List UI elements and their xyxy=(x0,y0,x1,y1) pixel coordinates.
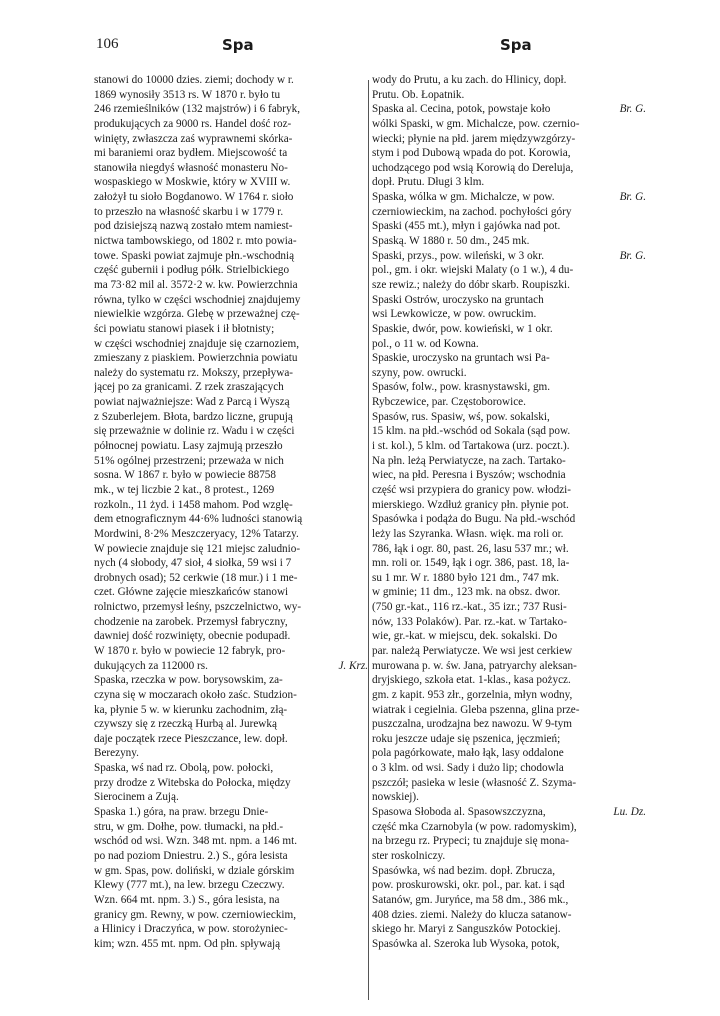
line-text: to przeszło na własność skarbu i w 1779 r. xyxy=(94,205,284,218)
page-header xyxy=(96,36,684,58)
line-text: kim; wzn. 455 mt. npm. Od płn. spływają xyxy=(94,937,281,950)
line-text: stanowi do 10000 dzies. ziemi; dochody w r. xyxy=(94,74,294,86)
line-text: pol., gm. i okr. wiejski Malaty (o 1 w.), 4 du- xyxy=(372,264,574,277)
line-text: sosna. W 1867 r. było w powiecie 88758 xyxy=(94,469,276,482)
line-text: czerniowieckim, na zachod. pochyłości góry xyxy=(372,205,572,218)
line-text: z Szuberlejem. Błota, bardzo liczne, grupują xyxy=(94,410,293,423)
text-line xyxy=(94,615,372,630)
text-line xyxy=(94,834,372,849)
text-line xyxy=(94,629,372,644)
text-line xyxy=(372,717,650,732)
text-line xyxy=(94,600,372,615)
page-number: 106 xyxy=(96,36,119,52)
text-line xyxy=(372,454,650,469)
text-line xyxy=(94,366,372,381)
line-text: wospaskiego w Moskwie, który w XVIII w. xyxy=(94,176,291,189)
text-line xyxy=(372,175,650,190)
text-line xyxy=(94,761,372,776)
text-line xyxy=(94,878,372,893)
text-line xyxy=(372,263,650,278)
text-line xyxy=(372,424,650,439)
line-text: Satanów, gm. Juryńce, ma 58 dm., 386 mk., xyxy=(372,893,569,906)
text-line xyxy=(94,263,372,278)
text-line xyxy=(94,380,372,395)
text-line xyxy=(372,337,650,352)
line-text: Spasów, rus. Spasiw, wś, pow. sokalski, xyxy=(372,410,550,423)
text-line xyxy=(94,542,372,557)
text-line xyxy=(372,746,650,761)
text-line xyxy=(94,454,372,469)
text-line xyxy=(94,88,372,103)
line-text: 408 dzies. ziemi. Należy do klucza satanow- xyxy=(372,908,572,921)
text-line xyxy=(94,805,372,820)
column-divider xyxy=(368,80,369,1000)
text-line xyxy=(94,512,372,527)
line-text: pszczół; pasieka w lesie (własność Z. Szyma- xyxy=(372,776,577,789)
right-text-column xyxy=(372,73,650,951)
line-text: powiat najważniejsze: Wad z Parcą i Wyszą xyxy=(94,396,290,409)
line-text: na brzegu rz. Prypeci; tu znajduje się mona- xyxy=(372,835,569,848)
line-text: wschód od wsi. Wzn. 348 mt. npm. a 146 mt. xyxy=(94,835,298,848)
text-line xyxy=(94,322,372,337)
line-text: dopł. Prutu. Długi 3 klm. xyxy=(372,176,485,189)
line-text: szyny, pow. owrucki. xyxy=(372,366,467,379)
line-text: leży las Szyranka. Własn. więk. ma roli or. xyxy=(372,527,564,540)
text-line xyxy=(372,366,650,381)
text-line xyxy=(372,205,650,220)
text-line xyxy=(94,161,372,176)
line-text: pow. proskurowski, okr. pol., par. kat. i sąd xyxy=(372,879,565,892)
line-text: Spaska, wś nad rz. Obolą, pow. połocki, xyxy=(94,762,274,775)
text-line xyxy=(372,439,650,454)
text-line xyxy=(94,937,372,952)
text-line xyxy=(94,117,372,132)
line-text: mierskiego. Wzdłuż granicy płn. płynie pot. xyxy=(372,498,569,511)
text-line xyxy=(94,776,372,791)
line-text: stru, w gm. Dołhe, pow. tłumacki, na płd.- xyxy=(94,820,284,833)
line-text: rozkoln., 11 żyd. i 1458 mahom. Pod wzglę- xyxy=(94,498,293,511)
text-line xyxy=(94,893,372,908)
line-text: pod dzisiejszą nazwą zostało mtem namiest- xyxy=(94,220,293,233)
line-text: przy drodze z Witebska do Połocka, między xyxy=(94,776,291,789)
text-line xyxy=(372,629,650,644)
line-text: 786, łąk i ogr. 80, past. 26, lasu 537 mr.; wł. xyxy=(372,542,569,555)
text-line xyxy=(94,498,372,513)
text-line xyxy=(372,351,650,366)
text-line xyxy=(372,834,650,849)
line-text: dem etnograficznym 44·6% ludności stanowią xyxy=(94,513,303,526)
text-line xyxy=(372,732,650,747)
text-line xyxy=(372,849,650,864)
text-line xyxy=(94,293,372,308)
line-text: daje początek rzece Pieszczance, lew. dopł. xyxy=(94,732,288,745)
line-text: czet. Główne zajęcie mieszkańców stanowi xyxy=(94,586,289,599)
text-line xyxy=(94,395,372,410)
text-line xyxy=(94,102,372,117)
text-line xyxy=(372,512,650,527)
author-signature: Lu. Dz. xyxy=(613,806,646,819)
line-text: stanowiła niegdyś własność monasteru No- xyxy=(94,161,288,174)
line-text: murowana p. w. św. Jana, patryarchy aleksan- xyxy=(372,659,577,672)
running-headword-left: Spa xyxy=(222,36,254,54)
line-text: mi baraniemi oraz bydłem. Miejscowość ta xyxy=(94,147,288,160)
text-line xyxy=(94,864,372,879)
line-text: Berezyny. xyxy=(94,747,139,760)
line-text: par. należą Perwiatycze. We wsi jest cerkiew xyxy=(372,644,573,657)
line-text: wiecki; płynie na płd. jarem międzywzgórzy- xyxy=(372,132,576,145)
line-text: dryjskiego, szkoła etat. 1-klas., kasa pożycz. xyxy=(372,674,571,687)
line-text: w gm. Spas, pow. doliński, w dziale górskim xyxy=(94,864,295,877)
text-line xyxy=(372,761,650,776)
text-line xyxy=(372,322,650,337)
line-text: Spaski (455 mt.), młyn i gajówka nad pot. xyxy=(372,220,561,233)
text-line xyxy=(372,234,650,249)
text-line xyxy=(94,439,372,454)
text-line xyxy=(94,908,372,923)
line-text: Spaska al. Cecina, potok, powstaje koło xyxy=(372,103,551,116)
text-line xyxy=(94,307,372,322)
text-line xyxy=(94,644,372,659)
line-text: uchodzącego pod wsią Korowią do Dereluja, xyxy=(372,161,574,174)
line-text: nych (4 słobody, 47 sioł, 4 siołka, 59 wsi i 7 xyxy=(94,557,292,570)
text-line xyxy=(372,864,650,879)
line-text: Spasówka al. Szeroka lub Wysoka, potok, xyxy=(372,937,560,950)
text-line xyxy=(94,746,372,761)
text-line xyxy=(372,805,650,820)
line-text: dukujących za 112000 rs. xyxy=(94,659,208,672)
text-line xyxy=(372,571,650,586)
text-line xyxy=(94,556,372,571)
text-line xyxy=(372,483,650,498)
text-line xyxy=(372,937,650,952)
text-line xyxy=(372,556,650,571)
text-line xyxy=(372,585,650,600)
line-text: Sierocinem a Zują. xyxy=(94,791,179,804)
text-line xyxy=(94,527,372,542)
author-signature: Br. G. xyxy=(619,249,646,262)
line-text: 1869 wynosiły 3513 rs. W 1870 r. było tu xyxy=(94,88,281,101)
line-text: Spaską. W 1880 r. 50 dm., 245 mk. xyxy=(372,235,530,248)
text-line xyxy=(94,673,372,688)
text-line xyxy=(372,293,650,308)
line-text: Spaskie, uroczysko na gruntach wsi Pa- xyxy=(372,352,550,365)
line-text: o 3 klm. od wsi. Sady i dużo lip; chodowla xyxy=(372,762,564,775)
line-text: pol., o 11 w. od Kowna. xyxy=(372,337,479,350)
line-text: Prutu. Ob. Łopatnik. xyxy=(372,88,465,101)
line-text: część mka Czarnobyla (w pow. radomyskim), xyxy=(372,820,577,833)
text-line xyxy=(94,132,372,147)
text-line xyxy=(94,571,372,586)
line-text: drobnych osad); 52 cerkwie (18 mur.) i 1 me- xyxy=(94,571,298,584)
running-headword-right: Spa xyxy=(500,36,532,54)
line-text: północnej powiatu. Lasy zajmują przeszło xyxy=(94,440,283,453)
line-text: Rybczewice, par. Częstoborowice. xyxy=(372,396,526,409)
line-text: wody do Prutu, a ku zach. do Hlinicy, dopł. xyxy=(372,74,567,86)
text-line xyxy=(94,410,372,425)
line-text: nictwa tambowskiego, od 1802 r. mto powia- xyxy=(94,235,297,248)
line-text: wiec, na płd. Peresпа i Byszów; wschodnia xyxy=(372,469,566,482)
text-line xyxy=(372,410,650,425)
text-line xyxy=(94,73,372,88)
line-text: w części wschodniej znajduje się czarnoziem, xyxy=(94,337,300,350)
line-text: Spaski Ostrów, uroczysko na gruntach xyxy=(372,293,544,306)
line-text: Spaski, przys., pow. wileński, w 3 okr. xyxy=(372,249,545,262)
line-text: produkujących za 9000 rs. Handel dość roz- xyxy=(94,117,292,130)
line-text: Mordwini, 8·2% Meszczeryacy, 12% Tatarzy. xyxy=(94,527,299,540)
text-line xyxy=(372,908,650,923)
line-text: Spaskie, dwór, pow. kowieński, w 1 okr. xyxy=(372,322,553,335)
text-line xyxy=(372,73,650,88)
line-text: równa, tylko w części wschodniej znajdujemy xyxy=(94,293,301,306)
line-text: 246 rzemieślników (132 majstrów) i 6 fabryk, xyxy=(94,103,300,116)
text-line xyxy=(94,205,372,220)
line-text: ma 73·82 mil al. 3572·2 w. kw. Powierzchnia xyxy=(94,278,298,291)
line-text: Na płn. leżą Perwiatycze, na zach. Tartako- xyxy=(372,454,566,467)
line-text: i st. kol.), 5 klm. od Tartakowa (urz. poczt.). xyxy=(372,440,570,453)
text-line xyxy=(94,190,372,205)
left-text-column xyxy=(94,73,372,951)
line-text: nowskiej). xyxy=(372,791,419,804)
text-line xyxy=(372,102,650,117)
line-text: rolnictwo, przemysł leśny, pszczelnictwo, wy- xyxy=(94,601,302,614)
line-text: Spasowa Słoboda al. Spasowszczyzna, xyxy=(372,806,546,819)
text-line xyxy=(372,146,650,161)
text-line xyxy=(94,732,372,747)
text-line xyxy=(372,117,650,132)
line-text: część gubernii i podług półk. Strielbickiego xyxy=(94,264,290,277)
text-line xyxy=(94,468,372,483)
text-line xyxy=(372,249,650,264)
line-text: pola pagórkowate, mało łąk, lasy oddalone xyxy=(372,747,564,760)
text-line xyxy=(94,219,372,234)
text-line xyxy=(372,88,650,103)
text-line xyxy=(372,542,650,557)
line-text: wsi Lewkowicze, w pow. owruckim. xyxy=(372,308,537,321)
line-text: Spaska, rzeczka w pow. borysowskim, za- xyxy=(94,674,283,687)
line-text: się przeważnie w dolinie rz. Wadu i w części xyxy=(94,425,295,438)
line-text: Spasówka i podąża do Bugu. Na płd.-wschód xyxy=(372,513,576,526)
line-text: W 1870 r. było w powiecie 12 fabryk, pro- xyxy=(94,644,286,657)
line-text: chodzenie na zarobek. Przemysł fabryczny, xyxy=(94,615,288,628)
text-line xyxy=(94,717,372,732)
line-text: Klewy (777 mt.), na lew. brzegu Czeczwy. xyxy=(94,879,285,892)
text-line xyxy=(372,703,650,718)
text-line xyxy=(372,688,650,703)
line-text: ści powiatu stanowi piasek i ił błotnisty; xyxy=(94,322,275,335)
text-line xyxy=(372,922,650,937)
line-text: su 1 mr. W r. 1880 było 121 dm., 747 mk. xyxy=(372,571,559,584)
line-text: po nad poziom Dniestru. 2.) S., góra lesista xyxy=(94,849,288,862)
text-line xyxy=(94,249,372,264)
line-text: sze rewiz.; należy do dóbr skarb. Roupiszki. xyxy=(372,278,570,291)
line-text: 15 klm. na płd.-wschód od Sokala (sąd pow. xyxy=(372,425,571,438)
line-text: dawniej dość rozwinięty, obecnie podupadł. xyxy=(94,630,291,643)
line-text: nów, 133 Polaków). Par. rz.-kat. w Tartako- xyxy=(372,615,567,628)
text-line xyxy=(372,790,650,805)
line-text: winięty, zwłaszcza zaś wyprawnemi skórka- xyxy=(94,132,293,145)
text-line xyxy=(372,673,650,688)
text-line xyxy=(372,380,650,395)
line-text: mk., w tej liczbie 2 kat., 8 protest., 1269 xyxy=(94,483,275,496)
line-text: stym i pod Dubową wpada do pot. Korowia, xyxy=(372,147,571,160)
text-line xyxy=(372,893,650,908)
text-line xyxy=(372,527,650,542)
text-line xyxy=(372,278,650,293)
line-text: granicy gm. Rewny, w pow. czerniowieckim, xyxy=(94,908,297,921)
text-line xyxy=(372,600,650,615)
text-line xyxy=(94,234,372,249)
author-signature: J. Krz. xyxy=(338,659,368,672)
text-line xyxy=(94,922,372,937)
text-line xyxy=(94,424,372,439)
text-line xyxy=(372,776,650,791)
line-text: wie, gr.-kat. w miejscu, dek. sokalski. Do xyxy=(372,630,558,643)
text-line xyxy=(372,498,650,513)
line-text: ster roskolniczy. xyxy=(372,849,446,862)
line-text: a Hlinicy i Draczyńca, w pow. storożyniec- xyxy=(94,923,288,936)
text-line xyxy=(94,278,372,293)
line-text: Spaska 1.) góra, na praw. brzegu Dnie- xyxy=(94,806,269,819)
text-line xyxy=(372,820,650,835)
text-line xyxy=(372,878,650,893)
text-line xyxy=(94,659,372,674)
text-line xyxy=(94,688,372,703)
line-text: 51% ogólnej przestrzeni; przeważa w nich xyxy=(94,454,284,467)
text-line xyxy=(372,468,650,483)
line-text: ka, płynie 5 w. w kierunku zachodnim, złą- xyxy=(94,703,288,716)
text-line xyxy=(372,395,650,410)
text-line xyxy=(94,790,372,805)
line-text: gm. z kapit. 953 złr., gorzelnia, młyn wodny, xyxy=(372,688,573,701)
text-line xyxy=(372,659,650,674)
text-line xyxy=(94,175,372,190)
line-text: mn. roli or. 1549, łąk i ogr. 386, past. 18, la- xyxy=(372,557,570,570)
line-text: czyna się w moczarach około zaśc. Studzion- xyxy=(94,688,297,701)
line-text: (750 gr.-kat., 116 rz.-kat., 35 izr.; 737 Rusi- xyxy=(372,601,567,614)
text-line xyxy=(94,337,372,352)
text-line xyxy=(372,307,650,322)
line-text: wólki Spaski, w gm. Michalcze, pow. czernio- xyxy=(372,117,580,130)
line-text: W powiecie znajduje się 121 miejsc zaludnio- xyxy=(94,542,301,555)
line-text: Spasów, folw., pow. krasnystawski, gm. xyxy=(372,381,551,394)
line-text: należy do systematu rz. Mokszy, przepływa- xyxy=(94,366,294,379)
line-text: roku jeszcze udaje się pszenica, jęczmień; xyxy=(372,732,561,745)
text-line xyxy=(94,703,372,718)
line-text: część wsi przypiera do granicy pow. włodzi- xyxy=(372,483,572,496)
author-signature: Br. G. xyxy=(619,103,646,116)
text-line xyxy=(94,351,372,366)
text-line xyxy=(94,483,372,498)
line-text: skiego hr. Maryi z Sanguszków Potockiej. xyxy=(372,923,561,936)
text-line xyxy=(372,190,650,205)
line-text: jącej po za granicami. Z rzek zraszających xyxy=(94,381,284,394)
line-text: czywszy się z rzeczką Hurbą al. Jurewką xyxy=(94,718,277,731)
line-text: niewielkie wzgórza. Glebę w przeważnej czę- xyxy=(94,308,300,321)
line-text: towe. Spaski powiat zajmuje płn.-wschodnią xyxy=(94,249,295,262)
text-line xyxy=(94,849,372,864)
line-text: Spaska, wólka w gm. Michalcze, w pow. xyxy=(372,191,555,204)
text-line xyxy=(372,219,650,234)
line-text: Wzn. 664 mt. npm. 3.) S., góra lesista, na xyxy=(94,893,280,906)
text-line xyxy=(94,820,372,835)
line-text: wiatrak i cegielnia. Gleba pszenna, glina prze- xyxy=(372,703,580,716)
line-text: założył tu sioło Bogdanowo. W 1764 r. sioło xyxy=(94,191,294,204)
line-text: puszczalna, urodzajna bez nawozu. W 9-tym xyxy=(372,718,572,731)
author-signature: Br. G. xyxy=(619,191,646,204)
text-line xyxy=(94,585,372,600)
line-text: zmieszany z piaskiem. Powierzchnia powiatu xyxy=(94,352,298,365)
text-line xyxy=(372,644,650,659)
text-line xyxy=(372,615,650,630)
text-line xyxy=(94,146,372,161)
text-line xyxy=(372,161,650,176)
text-line xyxy=(372,132,650,147)
line-text: Spasówka, wś nad bezim. dopł. Zbrucza, xyxy=(372,864,555,877)
line-text: w gminie; 11 dm., 123 mk. na obsz. dwor. xyxy=(372,586,561,599)
